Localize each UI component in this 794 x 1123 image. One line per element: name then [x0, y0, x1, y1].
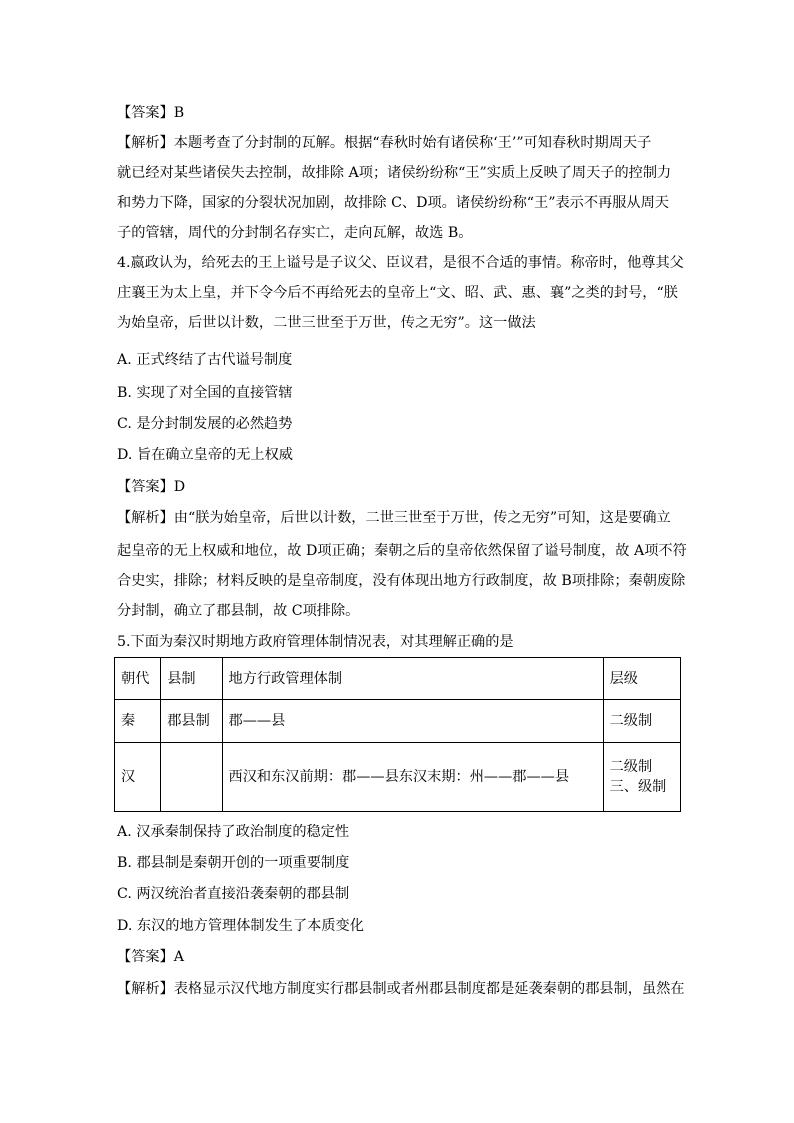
table-cell: 二级制 — [603, 700, 680, 743]
q3-analysis-line: 【解析】本题考查了分封制的瓦解。根据“春秋时始有诸侯称‘王’”可知春秋时期周天子 — [117, 135, 652, 151]
analysis-tag: 【解析】 — [117, 510, 174, 526]
table-cell — [161, 743, 222, 812]
answer-value: A — [173, 949, 185, 965]
q5-option-c: C. 两汉统治者直接沿袭秦朝的郡县制 — [117, 886, 350, 902]
q5-stem: 5.下面为秦汉时期地方政府管理体制情况表，对其理解正确的是 — [117, 634, 514, 650]
q5-answer — [117, 947, 687, 967]
answer-tag: 【答案】 — [117, 105, 174, 121]
table-cell: 秦 — [115, 700, 161, 743]
table-cell: 二级制 三、级制 — [603, 743, 680, 812]
q4-option-c: C. 是分封制发展的必然趋势 — [117, 416, 293, 432]
answer-tag: 【答案】 — [117, 949, 174, 965]
table-cell: 汉 — [115, 743, 161, 812]
q4-analysis-line: 分封制，确立了郡县制，故 C项排除。 — [117, 603, 360, 619]
q4-analysis-line: 合史实，排除；材料反映的是皇帝制度，没有体现出地方行政制度，故 B项排除；秦朝废除 — [117, 573, 686, 589]
q4-option-d: D. 旨在确立皇帝的无上权威 — [117, 447, 293, 463]
q4-option-b: B. 实现了对全国的直接管辖 — [117, 385, 293, 401]
analysis-tag: 【解析】 — [117, 981, 174, 997]
q4-stem-line: 为始皇帝，后世以计数，二世三世至于万世，传之无穷”。这一做法 — [117, 315, 536, 331]
q4-stem-line: 庄襄王为太上皇，并下令今后不再给死去的皇帝上“文、昭、武、惠、襄”之类的封号，“朕 — [117, 285, 678, 301]
q4-answer — [117, 477, 687, 497]
table-header-cell: 层级 — [603, 658, 680, 700]
answer-value: D — [173, 479, 186, 495]
table-cell: 郡县制 — [161, 700, 222, 743]
q5-analysis-line: 【解析】表格显示汉代地方制度实行郡县制或者州郡县制度都是延袭秦朝的郡县制，虽然在 — [117, 981, 685, 997]
table-header-cell: 地方行政管理体制 — [222, 658, 603, 700]
table-header-row — [115, 658, 681, 700]
analysis-tag: 【解析】 — [117, 135, 174, 151]
q3-analysis-line: 和势力下降，国家的分裂状况加剧，故排除 C、D项。诸侯纷纷称“王”表示不再服从周天 — [117, 195, 669, 211]
q4-stem-line: 4.嬴政认为，给死去的王上谥号是子议父、臣议君，是很不合适的事情。称帝时，他尊其父 — [117, 255, 684, 271]
answer-value: B — [173, 105, 185, 121]
table-header-cell: 县制 — [161, 658, 222, 700]
q3-analysis-line: 就已经对某些诸侯失去控制，故排除 A项；诸侯纷纷称“王”实质上反映了周天子的控制力 — [117, 165, 672, 181]
q5-option-b: B. 郡县制是秦朝开创的一项重要制度 — [117, 855, 350, 871]
dynasty-admin-table — [114, 657, 681, 812]
q4-option-a: A. 正式终结了古代谥号制度 — [117, 352, 293, 368]
answer-tag: 【答案】 — [117, 479, 174, 495]
table-header-cell: 朝代 — [115, 658, 161, 700]
q4-analysis-line: 起皇帝的无上权威和地位，故 D项正确；秦朝之后的皇帝依然保留了谥号制度，故 A项不符 — [117, 543, 687, 559]
table-cell: 西汉和东汉前期：郡——县东汉末期：州——郡——县 — [222, 743, 603, 812]
q3-analysis-line: 子的管辖，周代的分封制名存实亡，走向瓦解，故选 B。 — [117, 225, 473, 241]
table-row — [115, 700, 681, 743]
q4-analysis-line: 【解析】由“朕为始皇帝，后世以计数，二世三世至于万世，传之无穷”可知，这是要确立 — [117, 510, 671, 526]
q5-option-d: D. 东汉的地方管理体制发生了本质变化 — [117, 918, 364, 934]
table-cell: 郡——县 — [222, 700, 603, 743]
q5-option-a: A. 汉承秦制保持了政治制度的稳定性 — [117, 824, 350, 840]
q3-answer — [117, 103, 687, 123]
table-row — [115, 743, 681, 812]
